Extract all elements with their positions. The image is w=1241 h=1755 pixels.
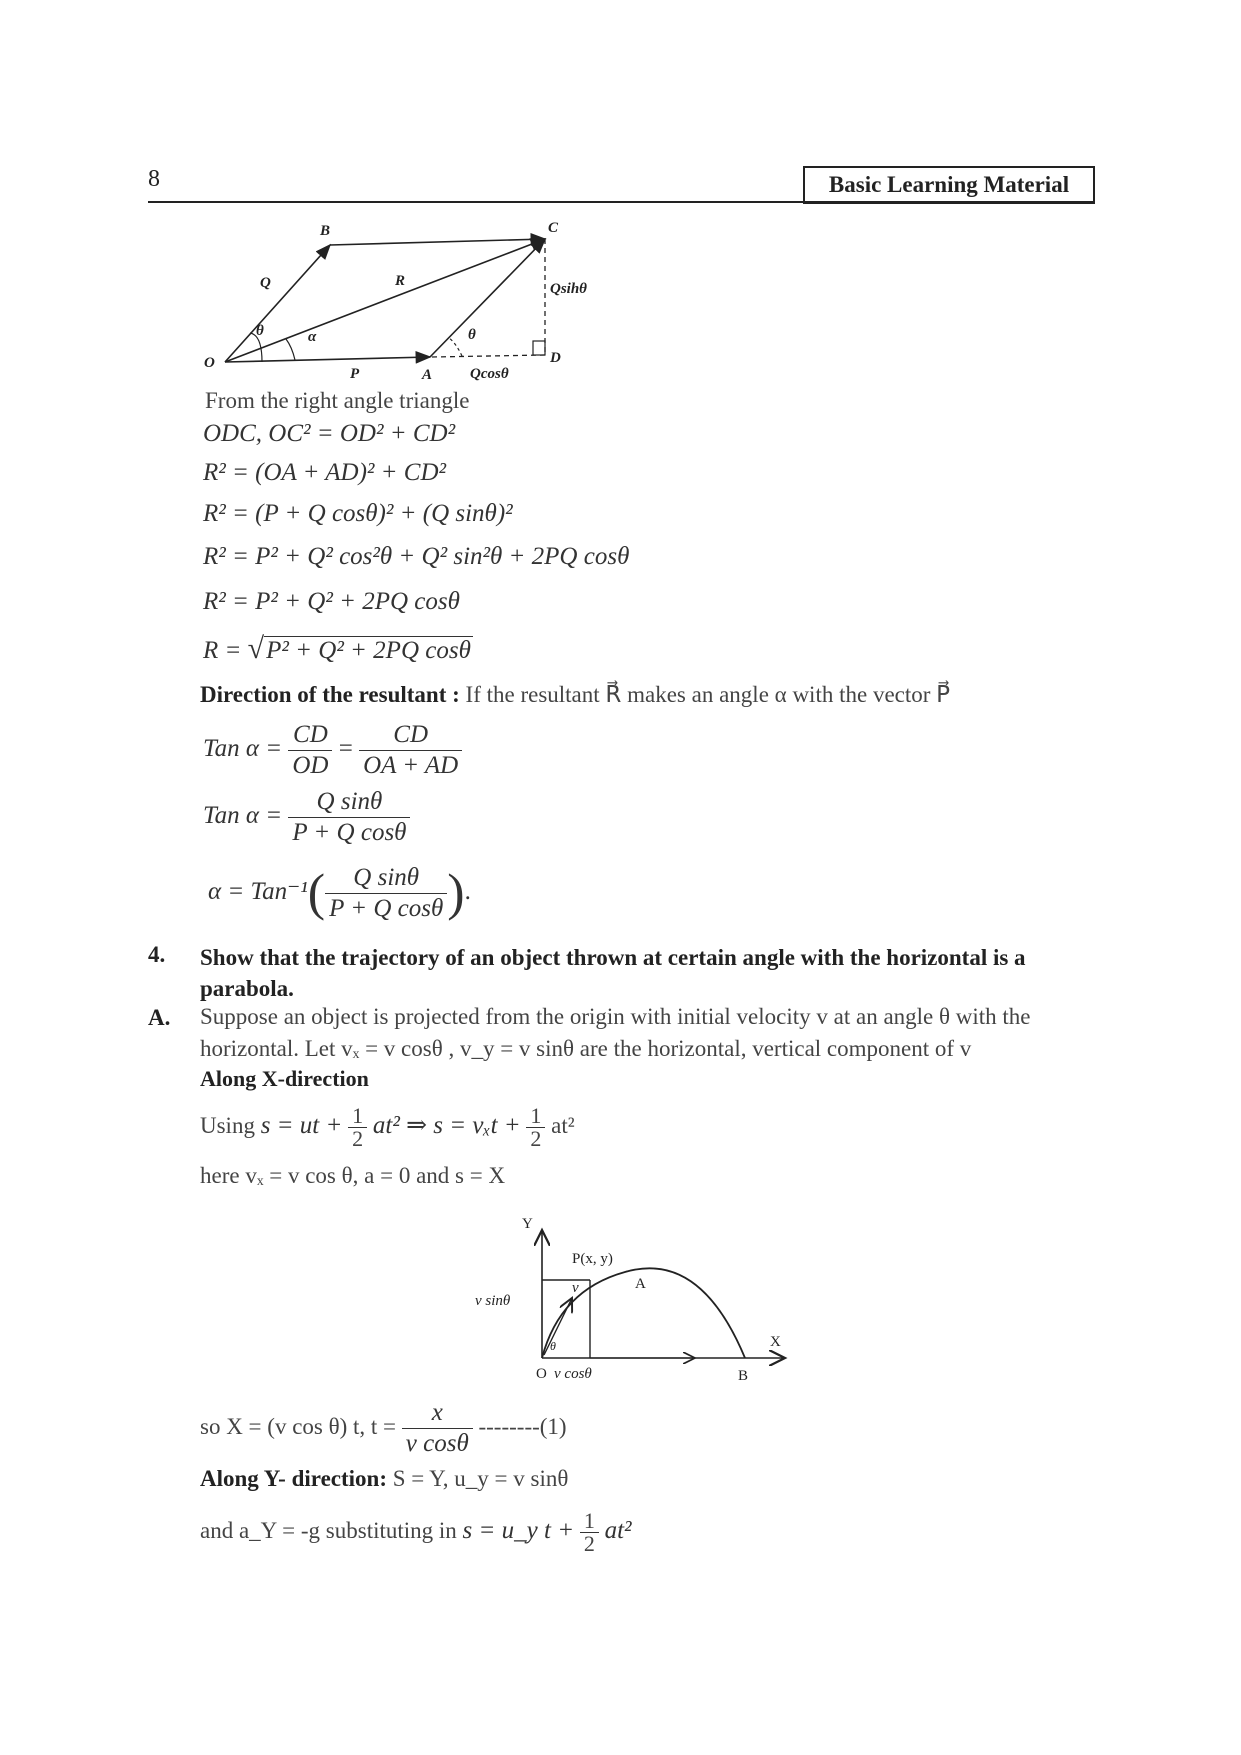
label-vsin: v sinθ [475, 1293, 511, 1309]
header-title: Basic Learning Material [803, 166, 1095, 204]
label-P: P [350, 366, 360, 382]
side-AC [430, 239, 545, 357]
angle-alpha-arc [286, 339, 295, 360]
right-angle-mark [533, 341, 545, 355]
equation-6: R = √P² + Q² + 2PQ cosθ [203, 632, 471, 665]
along-y-label: Along Y- direction: [200, 1466, 387, 1491]
fraction-x-vcos: $\frac{x}{\text{v cosθ}}$ [402, 1398, 473, 1459]
equation-3: R² = (P + Q cosθ)² + (Q sinθ)² [203, 500, 513, 527]
using-line [200, 1105, 575, 1150]
equation-5: R² = P² + Q² + 2PQ cosθ [203, 588, 460, 615]
question-number: 4. [148, 942, 166, 967]
alpha-equation: α = Tan⁻¹( $\frac{\text{Q sinθ}}{\text{P + Q cosθ}}$ ). [208, 864, 471, 922]
dashed-AD [432, 355, 545, 357]
label-B: B [320, 223, 331, 239]
label-P2: P(x, y) [572, 1251, 613, 1267]
label-alpha: α [308, 329, 317, 345]
fraction-cd-oa-ad: $\frac{CD}{OA + AD}$ [359, 720, 462, 781]
label-R: R [395, 273, 406, 289]
label-C: C [548, 220, 559, 236]
angle-theta-arc-2 [448, 337, 462, 356]
tan2-lhs: Tan α = [203, 802, 283, 830]
half-fraction-2: $\frac{1}{2}$ [526, 1105, 545, 1150]
tan-equation-1: Tan α = $\frac{CD}{OD}$ = $\frac{CD}{OA + AD}$ [203, 720, 462, 781]
here-line: here vₓ = v cos θ, a = 0 and s = X [200, 1163, 506, 1188]
intro-text: From the right angle triangle [205, 388, 470, 413]
label-X: X [770, 1334, 781, 1350]
fraction-qsin-pqcos: $\frac{\text{Q sinθ}}{\text{P + Q cosθ}}$ [288, 787, 410, 848]
tan1-lhs: Tan α = [203, 735, 283, 763]
label-O2: O [536, 1366, 547, 1382]
and-line [200, 1510, 632, 1555]
and-eq-b: at² [604, 1516, 632, 1544]
and-eq-a: s = u_y t + [462, 1516, 575, 1544]
vector-P [225, 357, 430, 362]
side-BC [330, 239, 545, 245]
using-eq-a: s = ut + [260, 1111, 343, 1139]
eq6-radicand: P² + Q² + 2PQ cosθ [266, 637, 471, 664]
label-qcos: Qcosθ [470, 366, 509, 382]
trajectory-diagram [460, 1210, 800, 1390]
label-theta-1: θ [256, 323, 264, 339]
header-rule [148, 201, 1093, 203]
vector-R [225, 239, 545, 362]
alpha-lhs: α = Tan⁻¹ [208, 878, 308, 906]
label-theta-3: θ [550, 1339, 556, 1353]
label-qsin: Qsihθ [550, 281, 587, 297]
label-v: v [572, 1280, 579, 1296]
label-Q: Q [260, 275, 271, 291]
answer-line-1: Suppose an object is projected from the origin with initial velocity v at an angle θ with the [200, 1004, 1031, 1029]
fraction-alpha: $\frac{\text{Q sinθ}}{\text{P + Q cosθ}}$ [325, 863, 447, 924]
direction-text: If the resultant R⃗ makes an angle α with the vector P⃗ [465, 682, 951, 707]
equation-1: ODC, OC² = OD² + CD² [203, 420, 456, 447]
along-y-text: S = Y, u_y = v sinθ [392, 1466, 569, 1491]
label-D: D [550, 350, 561, 366]
so-line [200, 1398, 567, 1459]
using-eq-b: at² ⇒ s = vₓt + [372, 1111, 521, 1139]
equation-4: R² = P² + Q² cos²θ + Q² sin²θ + 2PQ cosθ [203, 543, 630, 570]
fraction-cd-od: $\frac{CD}{OD}$ [288, 720, 332, 781]
label-vcos: v cosθ [554, 1366, 592, 1382]
using-eq-c: at² [551, 1112, 575, 1138]
page-number: 8 [148, 166, 160, 192]
so-line-a: so X = (v cos θ) t, t = [200, 1413, 397, 1439]
tan-equation-2 [203, 787, 410, 848]
label-O: O [204, 355, 215, 371]
answer-label: A. [148, 1005, 171, 1030]
half-fraction-3: $\frac{1}{2}$ [580, 1510, 599, 1555]
along-x-heading: Along X-direction [200, 1066, 369, 1091]
direction-line [200, 682, 950, 708]
question-text: Show that the trajectory of an object thrown at certain angle with the horizontal is a parabola. [200, 945, 1026, 1001]
equation-2: R² = (OA + AD)² + CD² [203, 459, 446, 486]
half-fraction-1: $\frac{1}{2}$ [348, 1105, 367, 1150]
velocity-vector [544, 1298, 572, 1355]
parallelogram-diagram [200, 215, 620, 385]
direction-label: Direction of the resultant : [200, 682, 460, 707]
label-theta-2: θ [468, 327, 476, 343]
label-Y: Y [522, 1216, 533, 1232]
eq6-lhs: R = [203, 637, 242, 664]
label-A: A [422, 367, 433, 383]
so-line-b: --------(1) [478, 1413, 567, 1439]
label-A2: A [635, 1276, 646, 1292]
along-y-line [200, 1466, 568, 1492]
and-line-a: and a_Y = -g substituting in [200, 1517, 457, 1543]
using-word: Using [200, 1112, 255, 1138]
answer-line-2: horizontal. Let vₓ = v cosθ , v_y = v sinθ are the horizontal, vertical component of v [200, 1036, 972, 1061]
label-B2: B [738, 1368, 749, 1384]
